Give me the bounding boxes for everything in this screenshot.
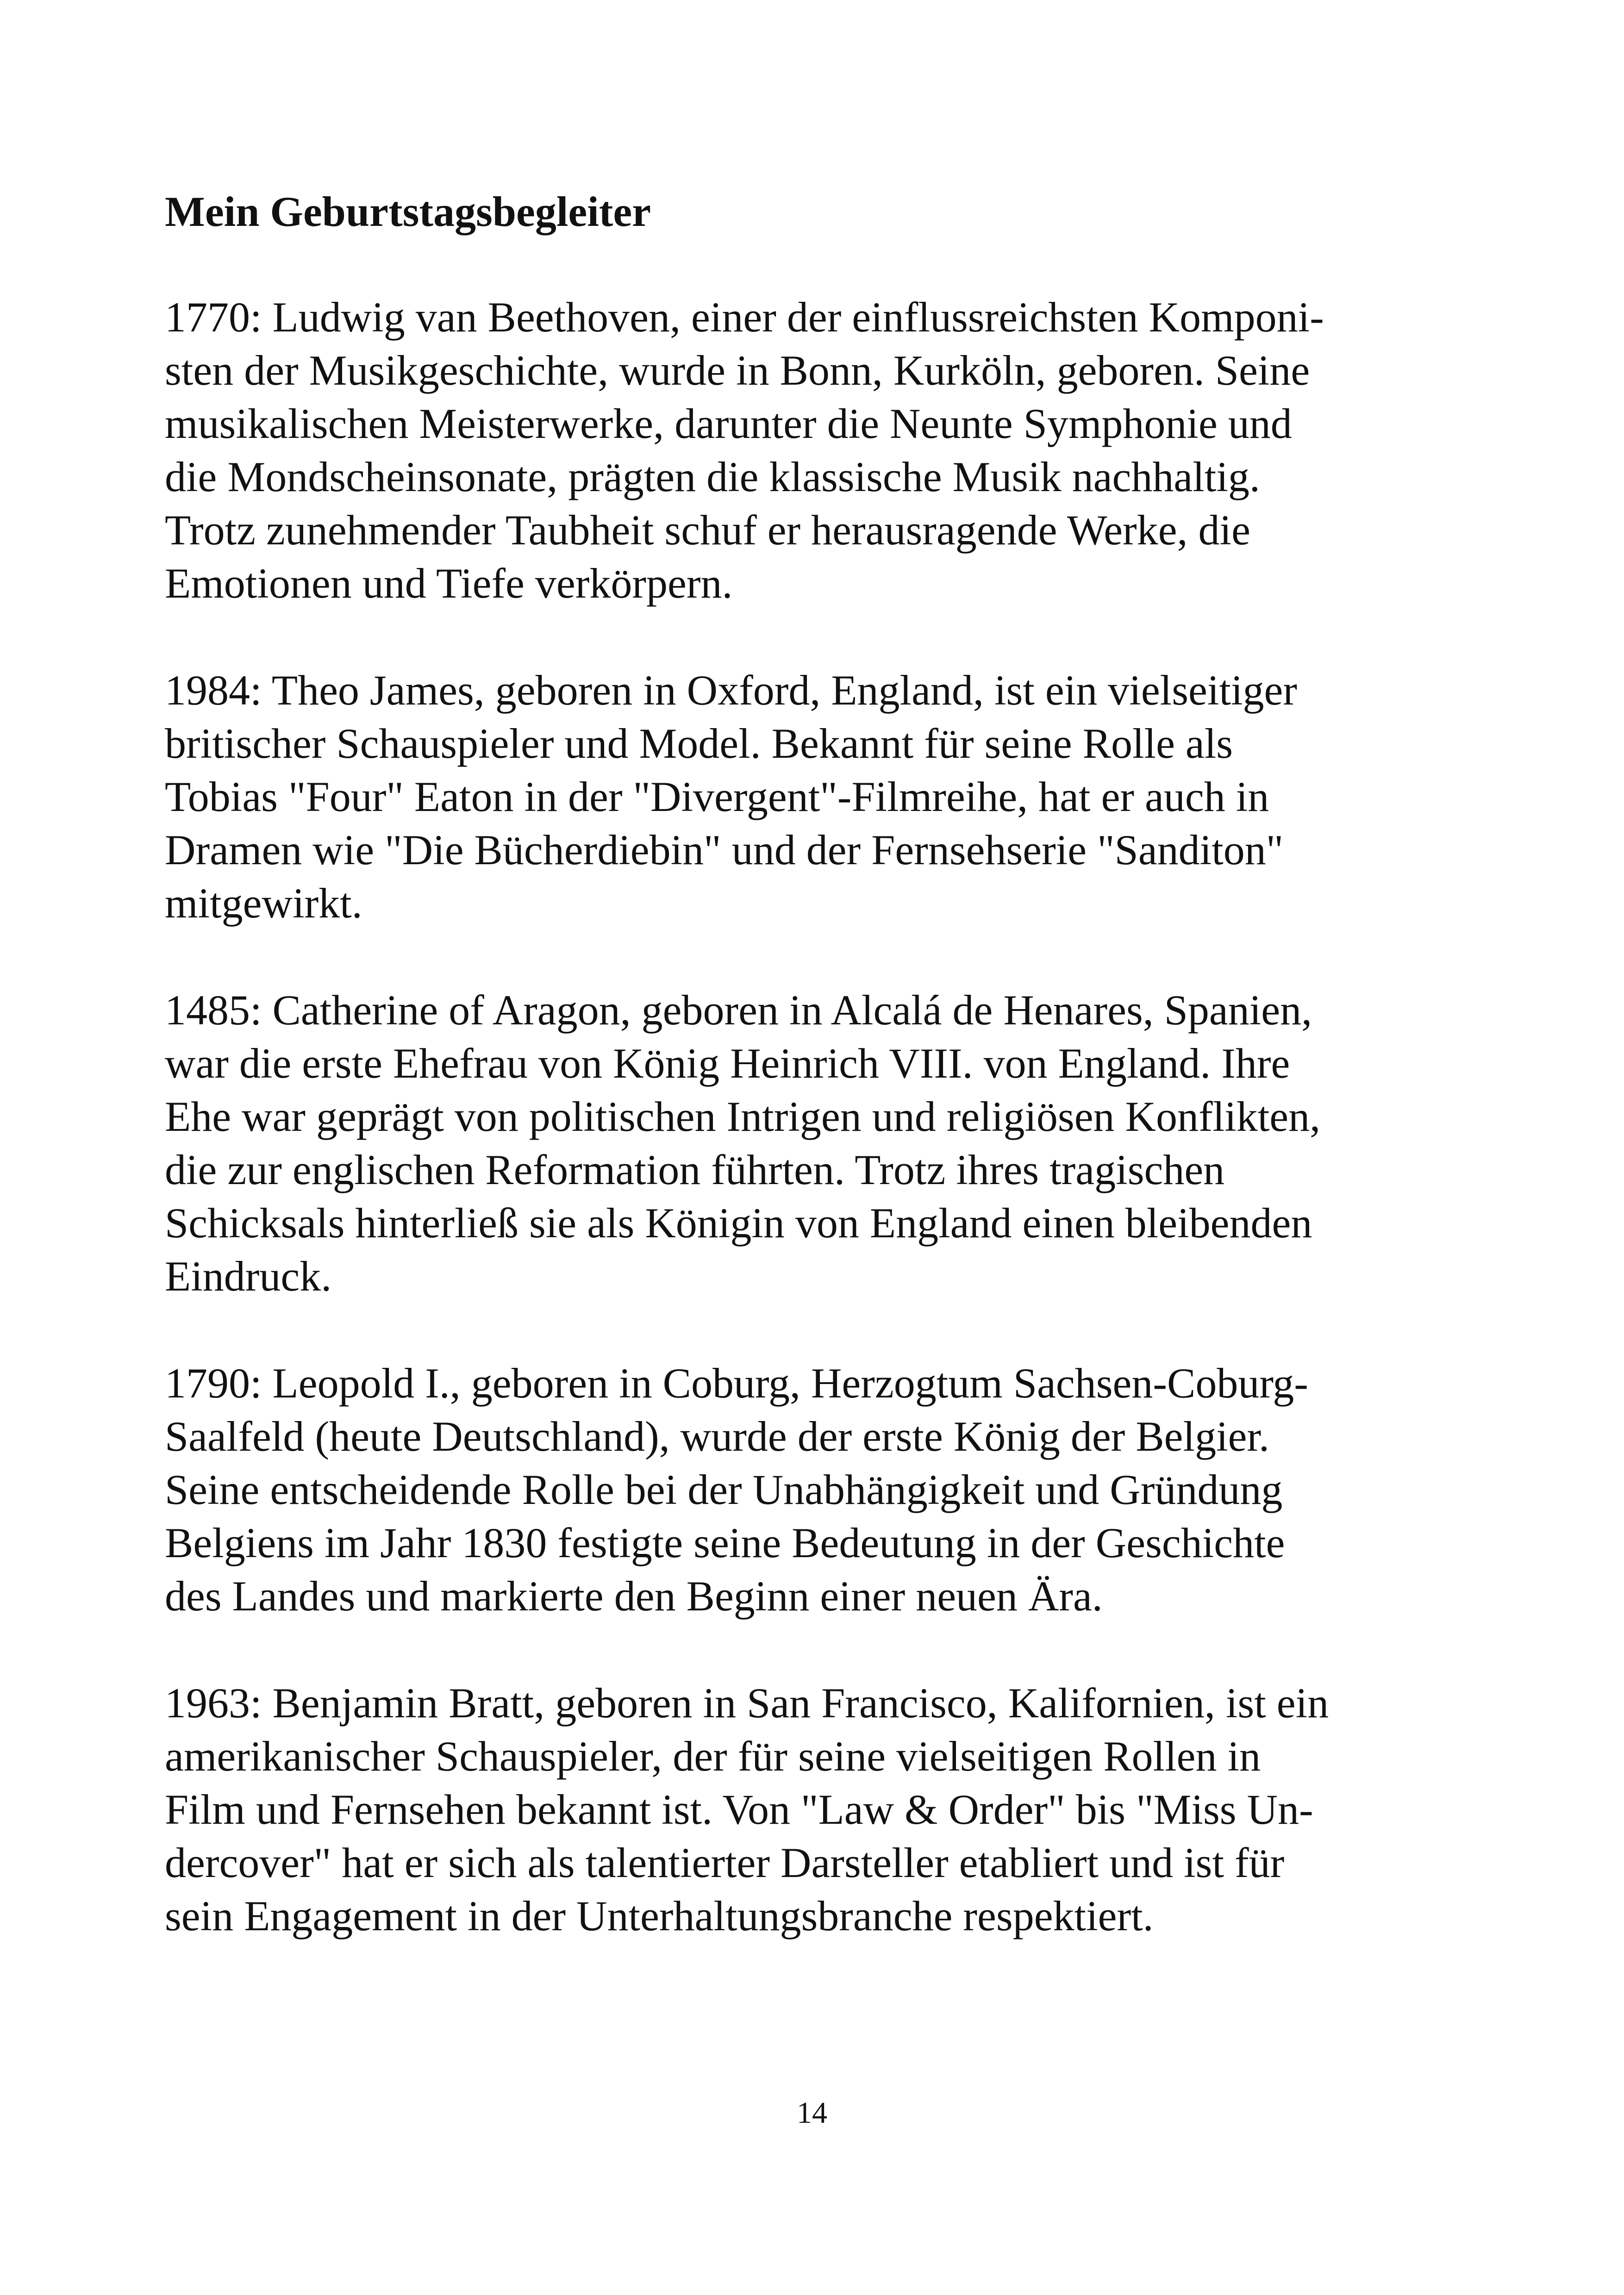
entry-paragraph-leopold: 1790: Leopold I., geboren in Coburg, Herzogtum Sachsen-Coburg- Saalfeld (heute Deutschland), wurde der erste König der Belgier. Seine entscheidende Rolle bei der Unabhängigkeit und Gründung Belgiens im Jahr 1830 festigte seine Bedeutung in der Geschichte des Landes und markierte den Beginn einer neuen Ära.: [165, 1360, 1308, 1620]
entry-paragraph-catherine-of-aragon: 1485: Catherine of Aragon, geboren in Alcalá de Henares, Spanien, war die erste Ehefrau von König Heinrich VIII. von England. Ihre Ehe war geprägt von politischen Intrigen und religiösen Konflikten, die zur englischen Reformation führten. Trotz ihres tragischen Schicksals hinterließ sie als Königin von England einen bleibenden Eindruck.: [165, 986, 1321, 1300]
page-number: 14: [797, 2096, 827, 2130]
entry-paragraph-theo-james: 1984: Theo James, geboren in Oxford, England, ist ein vielseitiger britischer Schauspieler und Model. Bekannt für seine Rolle als Tobias "Four" Eaton in der "Divergent"-Filmreihe, hat er auch in Dramen wie "Die Bücherdiebin" und der Fernsehserie "Sanditon" mitgewirkt.: [165, 667, 1297, 927]
entry-paragraph-beethoven: 1770: Ludwig van Beethoven, einer der einflussreichsten Komponi- sten der Musikgeschichte, wurde in Bonn, Kurköln, geboren. Seine musikalischen Meisterwerke, darunter die Neunte Symphonie und die Mondscheinsonate, prägten die klassische Musik nachhaltig. Trotz zunehmender Taubheit schuf er herausragende Werke, die Emotionen und Tiefe verkörpern.: [165, 293, 1324, 607]
entry-paragraph-benjamin-bratt: 1963: Benjamin Bratt, geboren in San Francisco, Kalifornien, ist ein amerikanischer Schauspieler, der für seine vielseitigen Rollen in Film und Fernsehen bekannt ist. Von "Law & Order" bis "Miss Un- dercover" hat er sich als talentierter Darsteller etabliert und ist für sein Engagement in der Unterhaltungsbranche respektiert.: [165, 1679, 1329, 1940]
page-title: Mein Geburtstagsbegleiter: [165, 188, 651, 235]
page-content: [165, 185, 1461, 1996]
